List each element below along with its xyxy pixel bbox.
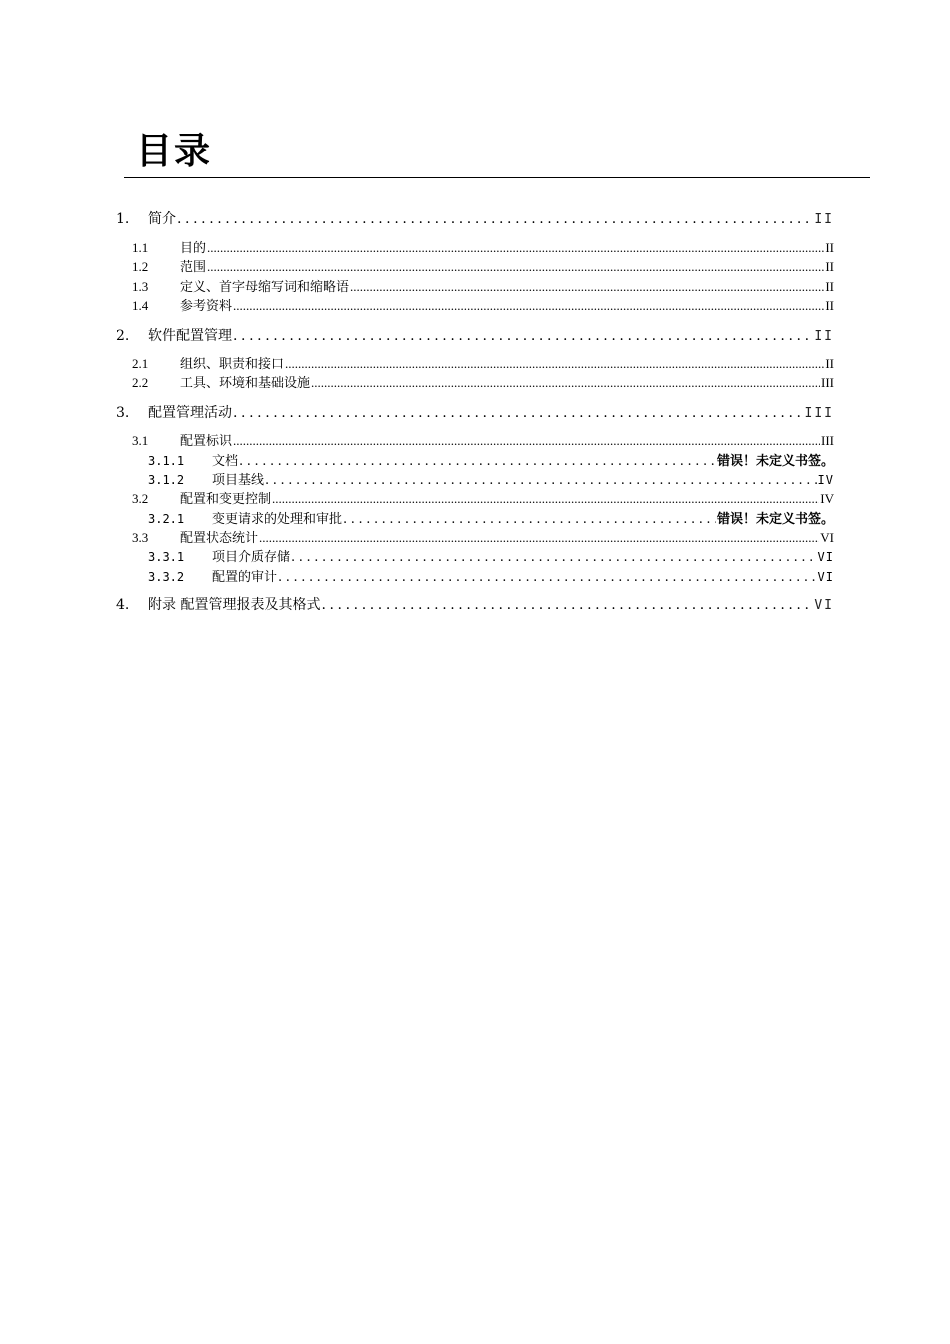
toc-page: II	[825, 259, 834, 274]
toc-leader	[272, 491, 819, 507]
toc-entry-1-4[interactable]	[132, 295, 834, 313]
toc-entry-3-3[interactable]	[132, 527, 834, 545]
toc-label: 参考资料	[180, 299, 233, 314]
toc-number: 3.3.2	[148, 570, 185, 584]
toc-label: 组织、职责和接口	[180, 357, 285, 372]
toc-page: III	[804, 406, 834, 421]
toc-entry-3-2-1[interactable]	[148, 508, 834, 526]
toc-leader	[321, 597, 813, 613]
toc-label: 文档	[212, 454, 239, 469]
toc-page: II	[825, 298, 834, 313]
toc-number: 4.	[116, 597, 130, 613]
toc-page: VI	[817, 550, 834, 564]
toc-label: 配置管理活动	[148, 405, 232, 421]
toc-entry-4[interactable]	[116, 594, 834, 614]
toc-label: 定义、首字母缩写词和缩略语	[180, 280, 350, 295]
toc-label: 配置的审计	[212, 570, 278, 585]
toc-label: 简介	[148, 211, 176, 227]
toc-label: 配置标识	[180, 434, 233, 449]
toc-number: 1.2	[132, 259, 149, 274]
toc-page: II	[814, 212, 834, 227]
toc-leader	[233, 328, 813, 344]
toc-leader	[285, 356, 824, 372]
toc-number: 2.	[116, 328, 130, 344]
toc-entry-1-2[interactable]	[132, 256, 834, 274]
page-title: 目录	[136, 131, 213, 172]
toc-page: IV	[817, 473, 834, 487]
toc-leader	[207, 240, 824, 256]
toc-entry-1[interactable]	[116, 208, 834, 228]
toc-entry-2-2[interactable]	[132, 372, 834, 390]
toc-leader	[343, 512, 716, 527]
toc-page-error: 错误！未定义书签。	[716, 512, 834, 527]
toc-page: II	[825, 240, 834, 255]
toc-number: 1.3	[132, 279, 149, 294]
toc-entry-3-1[interactable]	[132, 430, 834, 448]
toc-number: 1.1	[132, 240, 149, 255]
toc-page: III	[821, 433, 834, 448]
toc-number: 3.1.1	[148, 454, 185, 468]
toc-leader	[233, 298, 824, 314]
toc-page: III	[821, 375, 834, 390]
toc-leader	[259, 530, 819, 546]
toc-entry-3-2[interactable]	[132, 488, 834, 506]
toc-number: 1.	[116, 211, 130, 227]
toc-number: 3.1	[132, 433, 149, 448]
toc-entry-1-1[interactable]	[132, 237, 834, 255]
toc-leader	[350, 279, 824, 295]
toc-page-error: 错误！未定义书签。	[716, 454, 834, 469]
toc-leader	[291, 550, 817, 565]
toc-label: 变更请求的处理和审批	[212, 512, 343, 527]
toc-number: 3.3.1	[148, 550, 185, 564]
toc-label: 软件配置管理	[148, 328, 232, 344]
toc-page: II	[825, 279, 834, 294]
toc-leader	[233, 405, 804, 421]
toc-page: VI	[817, 570, 834, 584]
toc-entry-3[interactable]	[116, 402, 834, 422]
toc-leader	[265, 473, 817, 488]
toc-page: VI	[814, 598, 834, 613]
toc-leader	[239, 454, 716, 469]
toc-number: 3.	[116, 405, 130, 421]
toc-entry-2-1[interactable]	[132, 353, 834, 371]
toc-label: 附录 配置管理报表及其格式	[148, 597, 321, 613]
toc-number: 2.2	[132, 375, 149, 390]
toc-label: 配置和变更控制	[180, 492, 272, 507]
toc-label: 项目介质存储	[212, 550, 291, 565]
toc-leader	[207, 259, 824, 275]
toc-number: 2.1	[132, 356, 149, 371]
toc-number: 3.2	[132, 491, 149, 506]
toc-entry-3-1-2[interactable]	[148, 469, 834, 487]
toc-leader	[177, 211, 813, 227]
toc-page: II	[814, 329, 834, 344]
toc-label: 范围	[180, 260, 207, 275]
toc-label: 目的	[180, 241, 207, 256]
toc-page: VI	[820, 530, 834, 545]
toc-number: 3.1.2	[148, 473, 185, 487]
toc-leader	[311, 375, 820, 391]
toc-label: 工具、环境和基础设施	[180, 376, 311, 391]
toc-label: 项目基线	[212, 473, 265, 488]
toc-entry-2[interactable]	[116, 325, 834, 345]
toc-leader	[233, 433, 820, 449]
toc-number: 3.3	[132, 530, 149, 545]
toc-entry-3-3-2[interactable]	[148, 566, 834, 584]
toc-number: 3.2.1	[148, 512, 185, 526]
toc-page: II	[825, 356, 834, 371]
toc-entry-3-3-1[interactable]	[148, 546, 834, 564]
toc-page: IV	[820, 491, 834, 506]
toc-entry-3-1-1[interactable]	[148, 450, 834, 468]
toc-label: 配置状态统计	[180, 531, 259, 546]
toc-entry-1-3[interactable]	[132, 276, 834, 294]
toc-leader	[278, 570, 817, 585]
toc-number: 1.4	[132, 298, 149, 313]
